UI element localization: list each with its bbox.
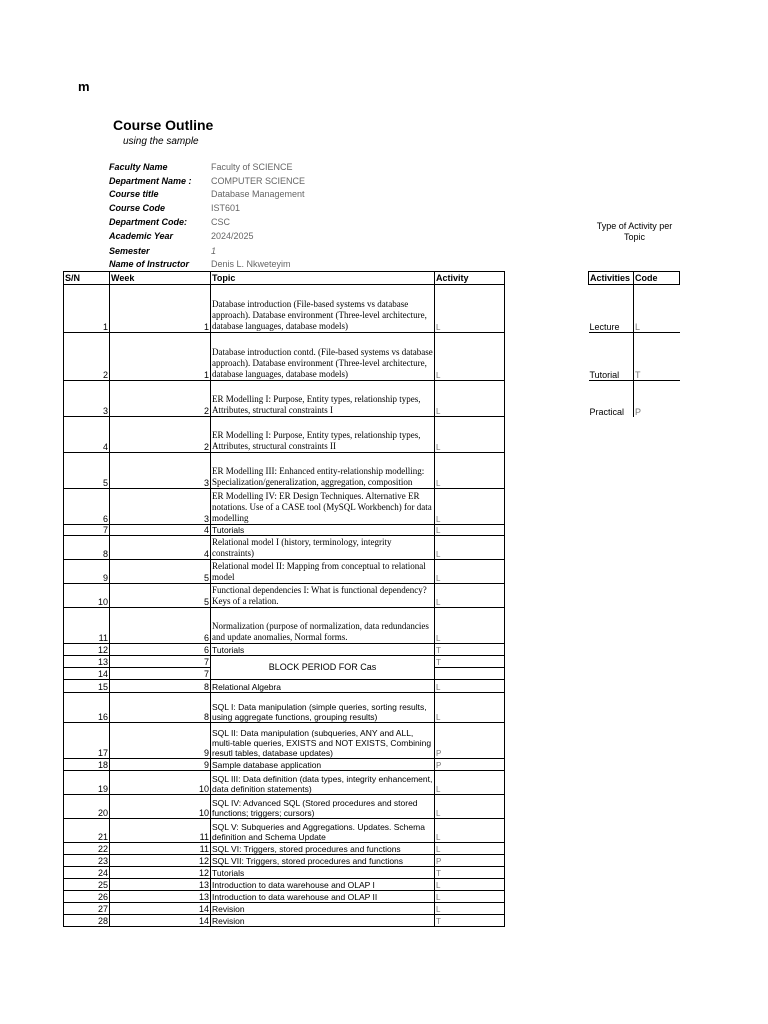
row-activity: L (435, 795, 505, 819)
row-activity: L (435, 843, 505, 855)
row-week: 1 (110, 333, 211, 381)
table-row (64, 453, 505, 489)
row-week: 12 (110, 855, 211, 867)
table-row (64, 795, 505, 819)
row-sn: 2 (64, 333, 110, 381)
row-week: 14 (110, 903, 211, 915)
row-activity: L (435, 879, 505, 891)
row-activity: L (435, 381, 505, 417)
row-sn: 15 (64, 680, 110, 693)
row-week: 6 (110, 644, 211, 656)
table-header-row (64, 272, 505, 285)
row-sn: 21 (64, 819, 110, 843)
header-code: Code (634, 272, 680, 285)
activity-types-header-row (589, 272, 680, 285)
row-topic: Database introduction (File-based systems vs database approach). Database environment (Three-level architecture, database languages, database models) (211, 285, 435, 333)
row-topic: Relational model I (history, terminology, integrity constraints) (211, 536, 435, 560)
activity-code: T (634, 333, 680, 381)
row-sn: 8 (64, 536, 110, 560)
row-sn: 1 (64, 285, 110, 333)
row-sn: 9 (64, 560, 110, 584)
header-sn: S/N (64, 272, 110, 285)
row-activity: T (435, 867, 505, 879)
table-row (64, 644, 505, 656)
row-activity: P (435, 723, 505, 759)
info-value: 1 (211, 246, 217, 256)
row-activity: L (435, 771, 505, 795)
activity-type-heading: Type of Activity per Topic (596, 221, 673, 242)
row-activity: P (435, 855, 505, 867)
table-row (64, 855, 505, 867)
info-label: Department Code: (109, 217, 188, 227)
row-topic: ER Modelling IV: ER Design Techniques. Alternative ER notations. Use of a CASE tool (MySQL Workbench) for data modelling (211, 489, 435, 525)
row-activity: L (435, 819, 505, 843)
row-activity: L (435, 536, 505, 560)
row-week: 8 (110, 693, 211, 723)
row-week: 10 (110, 771, 211, 795)
info-value: 2024/2025 (211, 231, 254, 241)
header-topic: Topic (211, 272, 435, 285)
row-topic: Introduction to data warehouse and OLAP II (211, 891, 435, 903)
info-value: Faculty of SCIENCE (211, 162, 293, 172)
row-week: 11 (110, 843, 211, 855)
header-activity: Activity (435, 272, 505, 285)
table-row (64, 489, 505, 525)
table-row (64, 285, 505, 333)
activity-types-table (588, 271, 680, 417)
row-week: 4 (110, 536, 211, 560)
row-sn: 16 (64, 693, 110, 723)
activity-code: P (634, 381, 680, 417)
info-label: Academic Year (109, 231, 174, 241)
row-sn: 17 (64, 723, 110, 759)
row-week: 9 (110, 759, 211, 771)
row-sn: 25 (64, 879, 110, 891)
info-label: Course title (109, 189, 159, 199)
row-topic: Relational Algebra (211, 680, 435, 693)
info-value: CSC (211, 217, 231, 227)
row-sn: 19 (64, 771, 110, 795)
activity-type-row (589, 381, 680, 417)
row-activity: L (435, 525, 505, 536)
table-row (64, 771, 505, 795)
row-sn: 5 (64, 453, 110, 489)
table-row (64, 903, 505, 915)
row-week: 13 (110, 891, 211, 903)
activity-name: Lecture (589, 285, 634, 333)
table-row (64, 693, 505, 723)
row-topic: SQL VI: Triggers, stored procedures and functions (211, 843, 435, 855)
row-topic: Tutorials (211, 525, 435, 536)
row-week: 12 (110, 867, 211, 879)
page-subtitle: using the sample (123, 136, 199, 147)
row-sn: 10 (64, 584, 110, 608)
info-value: Denis L. Nkweteyim (211, 259, 291, 269)
row-week: 1 (110, 285, 211, 333)
row-topic: SQL I: Data manipulation (simple queries, sorting results, using aggregate functions, grouping results) (211, 693, 435, 723)
row-topic: Normalization (purpose of normalization, data redundancies and update anomalies, Normal forms. (211, 608, 435, 644)
table-row (64, 656, 505, 668)
table-row (64, 867, 505, 879)
row-activity: P (435, 759, 505, 771)
row-activity: L (435, 903, 505, 915)
row-sn: 18 (64, 759, 110, 771)
activity-type-row (589, 285, 680, 333)
row-week: 3 (110, 453, 211, 489)
corner-mark: m (78, 79, 90, 94)
row-topic: ER Modelling I: Purpose, Entity types, relationship types, Attributes, structural constraints II (211, 417, 435, 453)
table-row (64, 843, 505, 855)
row-sn: 22 (64, 843, 110, 855)
row-activity: L (435, 608, 505, 644)
activity-type-row (589, 333, 680, 381)
row-topic: SQL II: Data manipulation (subqueries, ANY and ALL, multi-table queries, EXISTS and NOT EXISTS, Combining resutl tables, database updates) (211, 723, 435, 759)
row-topic: ER Modelling III: Enhanced entity-relationship modelling: Specialization/generalization, aggregation, composition (211, 453, 435, 489)
table-row (64, 723, 505, 759)
row-activity: L (435, 693, 505, 723)
row-activity: T (435, 915, 505, 927)
row-activity: L (435, 333, 505, 381)
activity-name: Practical (589, 406, 625, 417)
row-sn: 24 (64, 867, 110, 879)
activity-code: L (634, 285, 680, 333)
row-week: 4 (110, 525, 211, 536)
info-value: Database Management (211, 189, 305, 199)
info-label: Course Code (109, 203, 166, 213)
table-row (64, 584, 505, 608)
row-week: 14 (110, 915, 211, 927)
row-activity: L (435, 560, 505, 584)
row-sn: 20 (64, 795, 110, 819)
row-sn: 14 (64, 668, 110, 680)
row-activity: L (435, 489, 505, 525)
info-label: Faculty Name (109, 162, 168, 172)
header-activities: Activities (589, 272, 634, 285)
row-topic: Revision (211, 903, 435, 915)
course-outline-table (63, 271, 505, 927)
table-row (64, 915, 505, 927)
row-sn: 23 (64, 855, 110, 867)
row-activity: T (435, 644, 505, 656)
row-activity: L (435, 680, 505, 693)
row-sn: 11 (64, 608, 110, 644)
row-sn: 3 (64, 381, 110, 417)
table-row (64, 381, 505, 417)
row-week: 3 (110, 489, 211, 525)
table-row (64, 819, 505, 843)
activity-name: Tutorial (589, 333, 634, 381)
row-activity: L (435, 285, 505, 333)
row-week: 5 (110, 584, 211, 608)
table-row (64, 560, 505, 584)
header-week: Week (110, 272, 211, 285)
table-row (64, 680, 505, 693)
row-activity: L (435, 891, 505, 903)
row-topic: Tutorials (211, 644, 435, 656)
row-topic: Relational model II: Mapping from conceptual to relational model (211, 560, 435, 584)
row-week: 2 (110, 417, 211, 453)
row-sn: 12 (64, 644, 110, 656)
row-week: 11 (110, 819, 211, 843)
row-week: 8 (110, 680, 211, 693)
row-topic: BLOCK PERIOD FOR Cas (211, 656, 435, 680)
row-activity (435, 668, 505, 680)
row-activity: L (435, 584, 505, 608)
row-sn: 6 (64, 489, 110, 525)
row-week: 5 (110, 560, 211, 584)
info-label: Semester (109, 246, 150, 256)
row-topic: Revision (211, 915, 435, 927)
row-sn: 27 (64, 903, 110, 915)
row-week: 6 (110, 608, 211, 644)
row-topic: ER Modelling I: Purpose, Entity types, relationship types, Attributes, structural constraints I (211, 381, 435, 417)
row-activity: L (435, 417, 505, 453)
row-topic: SQL VII: Triggers, stored procedures and functions (211, 855, 435, 867)
info-label: Name of Instructor (109, 259, 190, 269)
table-body (64, 285, 505, 927)
row-week: 7 (110, 656, 211, 668)
row-sn: 7 (64, 525, 110, 536)
row-week: 7 (110, 668, 211, 680)
info-value: COMPUTER SCIENCE (211, 176, 306, 186)
info-value: IST601 (211, 203, 241, 213)
info-label: Department Name : (109, 176, 192, 186)
row-activity: L (435, 453, 505, 489)
row-week: 10 (110, 795, 211, 819)
table-row (64, 333, 505, 381)
row-week: 9 (110, 723, 211, 759)
table-row (64, 879, 505, 891)
activity-types-body (589, 285, 680, 417)
table-row (64, 417, 505, 453)
table-row (64, 759, 505, 771)
row-topic: Introduction to data warehouse and OLAP I (211, 879, 435, 891)
row-topic: Database introduction contd. (File-based systems vs database approach). Database environment (Three-level architecture, database languages, database models) (211, 333, 435, 381)
row-topic: Sample database application (211, 759, 435, 771)
row-topic: SQL III: Data definition (data types, integrity enhancement, data definition statements) (211, 771, 435, 795)
table-row (64, 891, 505, 903)
page-title: Course Outline (113, 117, 214, 133)
row-topic: SQL V: Subqueries and Aggregations. Updates. Schema definition and Schema Update (211, 819, 435, 843)
row-topic: Functional dependencies I: What is functional dependency? Keys of a relation. (211, 584, 435, 608)
row-sn: 13 (64, 656, 110, 668)
table-row (64, 525, 505, 536)
row-activity: T (435, 656, 505, 668)
row-topic: Tutorials (211, 867, 435, 879)
row-week: 13 (110, 879, 211, 891)
row-sn: 28 (64, 915, 110, 927)
row-sn: 26 (64, 891, 110, 903)
row-week: 2 (110, 381, 211, 417)
table-row (64, 608, 505, 644)
row-sn: 4 (64, 417, 110, 453)
table-row (64, 536, 505, 560)
row-topic: SQL IV: Advanced SQL (Stored procedures and stored functions; triggers; cursors) (211, 795, 435, 819)
